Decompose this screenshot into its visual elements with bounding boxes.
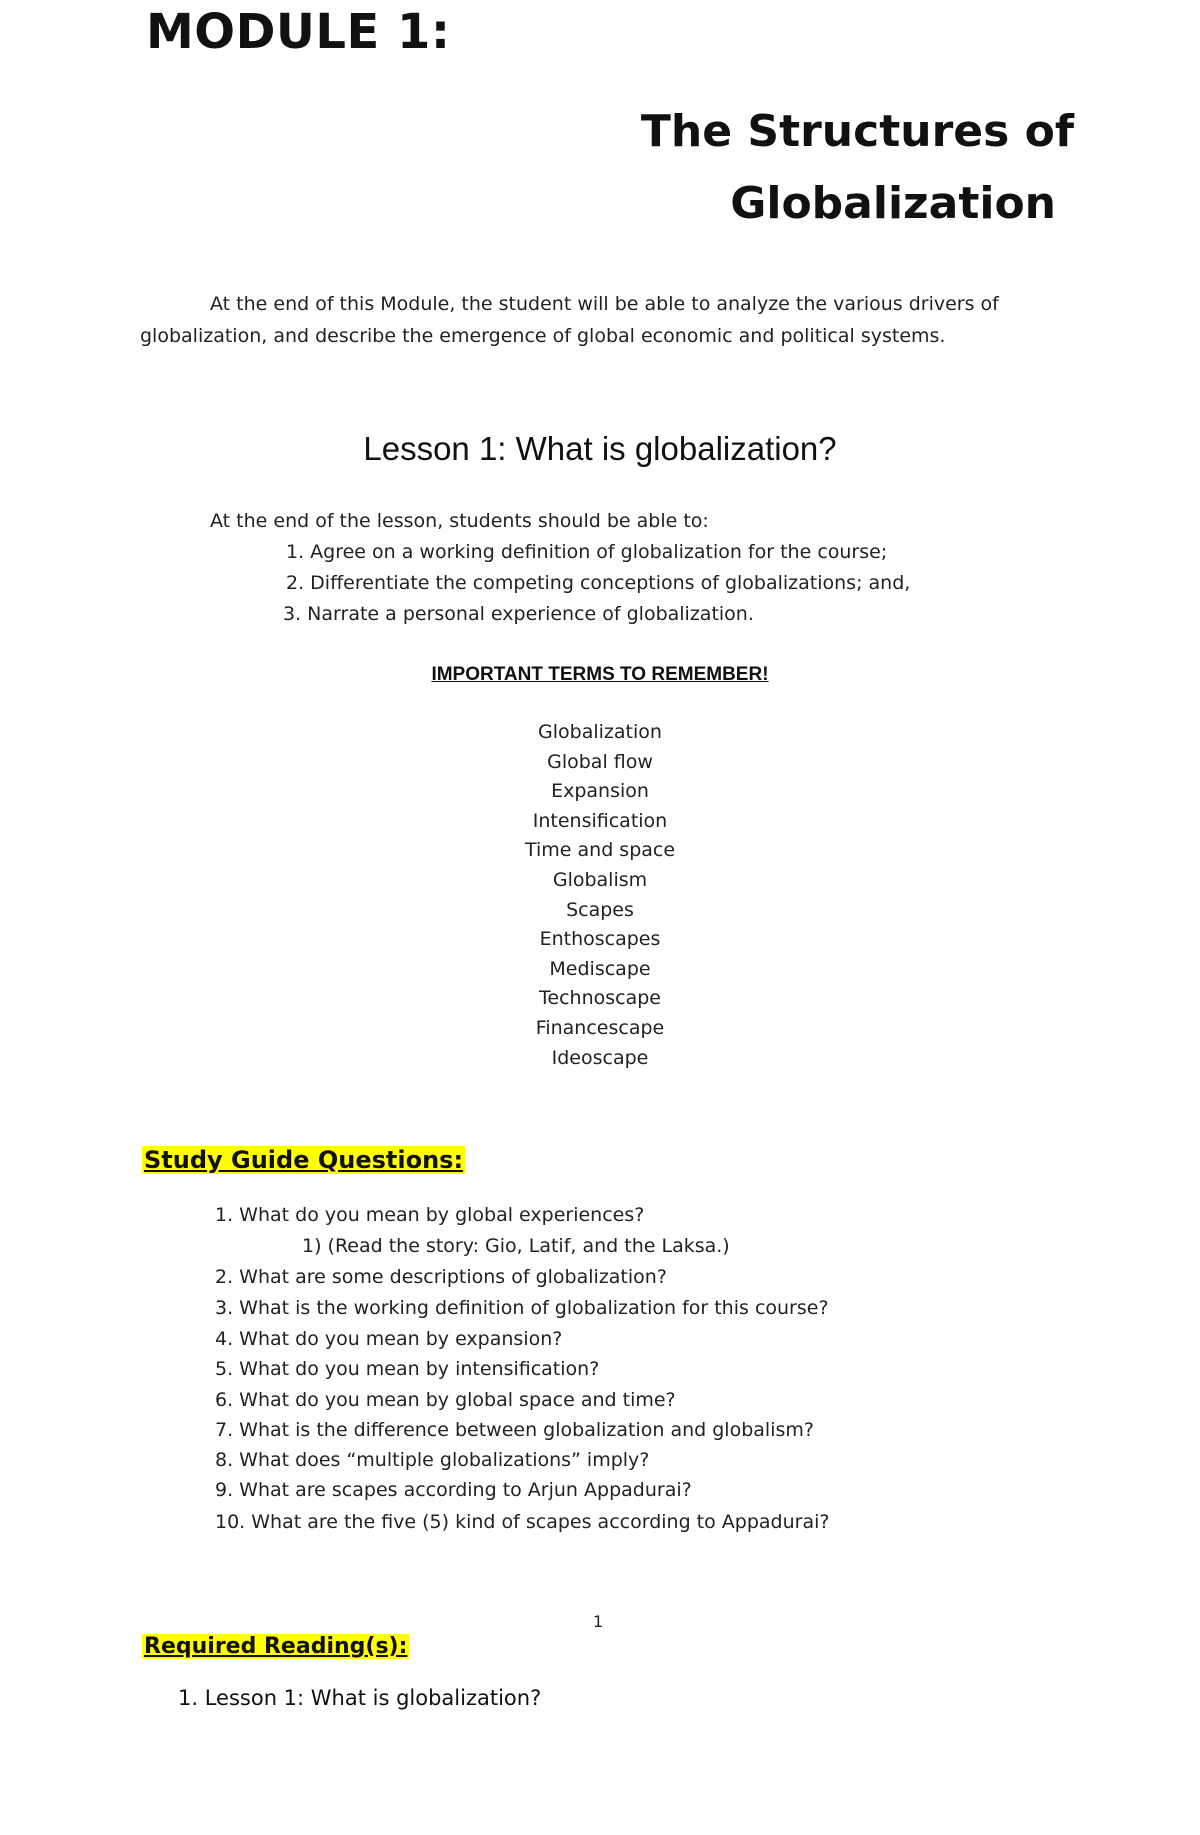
question-item: 8. What does “multiple globalizations” imply?: [215, 1449, 650, 1471]
term-item: Scapes: [566, 898, 634, 921]
term-item: Enthoscapes: [539, 928, 661, 951]
objective-item: 1. Agree on a working definition of globalization for the course;: [286, 541, 888, 563]
term-item: Financescape: [535, 1016, 665, 1039]
question-item: 3. What is the working definition of globalization for this course?: [215, 1297, 829, 1319]
module-title-line1: The Structures of: [640, 106, 1074, 157]
page-number: 1: [593, 1612, 604, 1631]
objectives-intro: At the end of the lesson, students should be able to:: [210, 510, 709, 532]
term-item: Time and space: [524, 839, 676, 862]
study-guide-heading: Study Guide Questions:: [144, 1146, 464, 1174]
question-item: 7. What is the difference between globalization and globalism?: [215, 1419, 814, 1441]
lesson-title: Lesson 1: What is globalization?: [363, 430, 837, 467]
module-title: [514, 96, 1074, 240]
term-item: Ideoscape: [551, 1046, 649, 1069]
terms-list: [0, 718, 1200, 1073]
required-reading-heading: Required Reading(s):: [144, 1634, 408, 1659]
question-item: 5. What do you mean by intensification?: [215, 1358, 600, 1380]
question-item: 1. What do you mean by global experiences?: [215, 1204, 645, 1226]
question-item: 4. What do you mean by expansion?: [215, 1328, 563, 1350]
module-title-line2: Globalization: [730, 178, 1056, 229]
required-reading-item: 1. Lesson 1: What is globalization?: [178, 1686, 542, 1710]
term-item: Intensification: [532, 809, 668, 832]
term-item: Expansion: [551, 780, 649, 803]
question-item: 6. What do you mean by global space and time?: [215, 1389, 676, 1411]
terms-heading: IMPORTANT TERMS TO REMEMBER!: [431, 664, 769, 685]
term-item: Global flow: [547, 750, 653, 773]
term-item: Globalization: [538, 721, 662, 743]
question-subitem: 1) (Read the story: Gio, Latif, and the Laksa.): [302, 1235, 730, 1257]
term-item: Mediscape: [549, 957, 651, 980]
question-item: 9. What are scapes according to Arjun Appadurai?: [215, 1479, 692, 1501]
objective-item: 3. Narrate a personal experience of globalization.: [283, 603, 754, 625]
objective-item: 2. Differentiate the competing conceptions of globalizations; and,: [286, 572, 911, 594]
question-item: 2. What are some descriptions of globalization?: [215, 1266, 667, 1288]
question-item: 10. What are the five (5) kind of scapes according to Appadurai?: [215, 1511, 830, 1533]
term-item: Globalism: [552, 868, 648, 891]
module-label: MODULE 1:: [146, 4, 451, 60]
module-intro: At the end of this Module, the student will be able to analyze the various drivers of globalization, and describe the emergence of global economic and political systems.: [140, 293, 999, 347]
term-item: Technoscape: [539, 987, 661, 1010]
